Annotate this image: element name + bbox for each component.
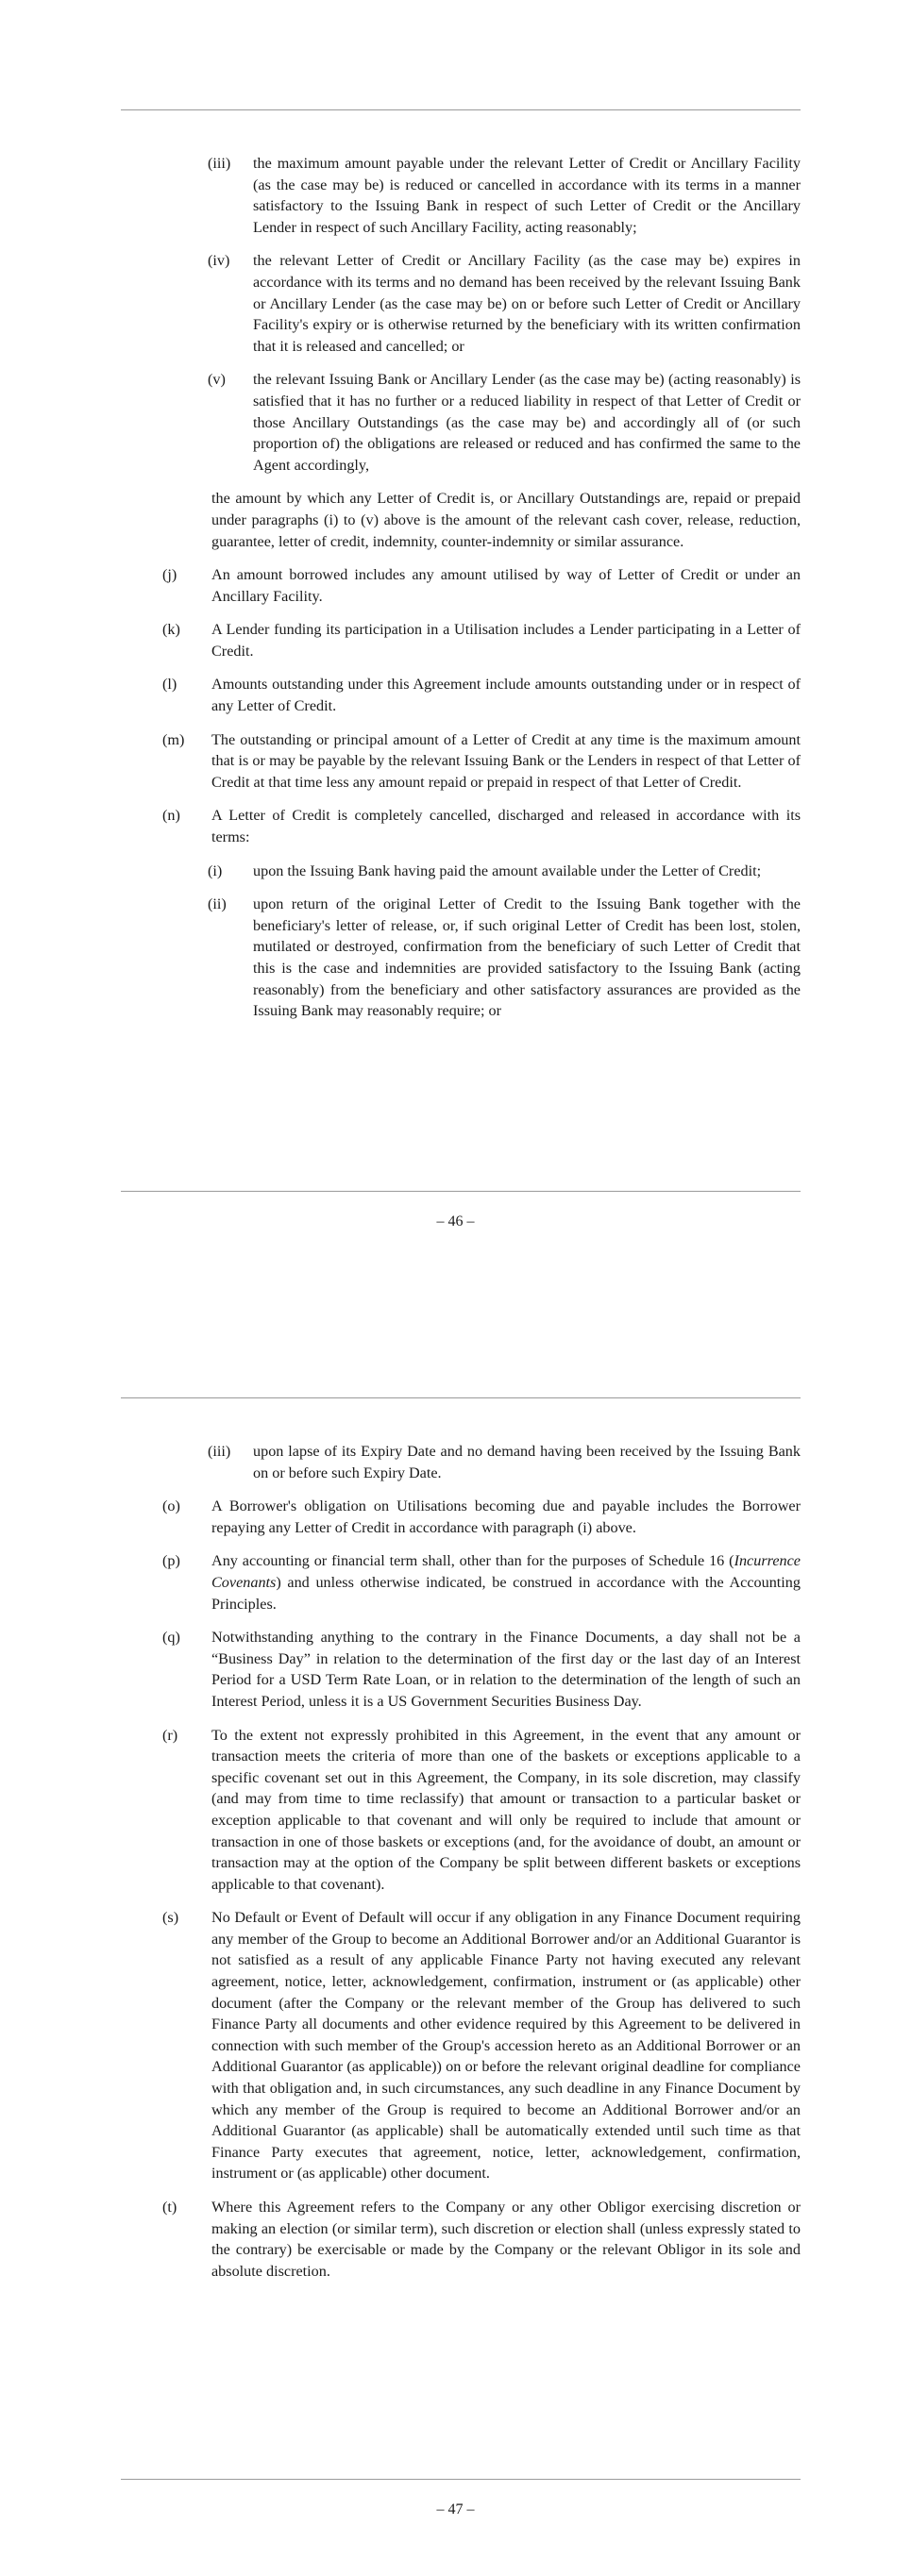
item-number: (iv) [208,252,230,270]
list-item [0,1627,911,1712]
item-number: (iii) [208,1443,231,1460]
footer-rule [121,1191,801,1192]
item-text: Amounts outstanding under this Agreement include amounts outstanding under or in respect of any Letter of Credit. [211,676,801,715]
item-number: (i) [208,861,223,879]
list-item [0,861,911,882]
item-text [211,1550,801,1614]
item-text: An amount borrowed includes any amount utilised by way of Letter of Credit or under an Ancillary Facility. [211,566,801,605]
item-text: Where this Agreement refers to the Company or any other Obligor exercising discretion or making an election (or similar term), such discretion or election shall (unless expressly stated to the contrary) be exercisable or made by the Company or the relevant Obligor in its sole and absolute discretion. [211,2199,801,2280]
page-47-body [0,1441,911,2294]
item-number: (l) [162,676,177,694]
item-number: (s) [162,1909,179,1927]
item-number: (p) [162,1552,180,1570]
item-text: A Letter of Credit is completely cancelled, discharged and released in accordance with its terms: [211,807,801,846]
list-item [0,1907,911,2184]
item-number: (iii) [208,155,231,172]
list-item [0,894,911,1022]
item-number: (v) [208,371,226,389]
item-number: (ii) [208,895,227,913]
list-item [0,369,911,476]
item-text: upon the Issuing Bank having paid the amount available under the Letter of Credit; [253,861,762,879]
footer-rule [121,2479,801,2480]
item-text: To the extent not expressly prohibited in this Agreement, in the event that any amount or transaction meets the criteria of more than one of the baskets or exceptions applicable to a specific covenant set out in this Agreement, the Company, in its sole discretion, may classify (and may from time to time reclassify) that amount or transaction to a particular basket or exception applicable to that covenant and will only be required to include that amount or transaction in one of those baskets or exceptions (and, for the avoidance of doubt, an amount or transaction may at the option of the Company be split between different baskets or exceptions applicable to that covenant). [211,1726,801,1893]
list-item [0,1550,911,1614]
header-rule [121,1397,801,1398]
item-text: No Default or Event of Default will occur if any obligation in any Finance Document requiring any member of the Group to become an Additional Borrower and/or an Additional Guarantor is not satisfied as a result of any applicable Finance Party not having executed any relevant agreement, notice, letter, acknowledgement, confirmation, instrument or (as applicable) other document (after the Company or the relevant member of the Group has delivered to such Finance Party all documents and other evidence required by this Agreement to be delivered in connection with such member of the Group's accession hereto as an Additional Borrower or an Additional Guarantor (as applicable)) on or before the relevant original deadline for compliance with that obligation and, in such circumstances, any such deadline in any Finance Document by which any member of the Group is required to become an Additional Borrower and/or an Additional Guarantor (as applicable) shall be automatically extended until such time as that Finance Party executes that agreement, notice, letter, acknowledgement, confirmation, instrument or (as applicable) other document. [211,1909,801,2183]
item-text: upon lapse of its Expiry Date and no demand having been received by the Issuing Bank on or before such Expiry Date. [253,1443,801,1481]
page-47 [0,1288,911,2576]
list-item [0,1496,911,1538]
list-item [0,564,911,607]
item-number: (r) [162,1726,178,1744]
continuation-paragraph: the amount by which any Letter of Credit is, or Ancillary Outstandings are, repaid or prepaid under paragraphs (i) to (v) above is the amount of the relevant cash cover, release, reduction, guarantee, letter of credit, indemnity, counter-indemnity or similar assurance. [211,490,801,550]
list-item [0,619,911,661]
item-text: the maximum amount payable under the relevant Letter of Credit or Ancillary Facility (as the case may be) is reduced or cancelled in accordance with its terms in a manner satisfactory to the Issuing Bank in respect of such Letter of Credit or the Ancillary Lender in respect of such Ancillary Facility, acting reasonably; [253,155,801,236]
list-item [0,153,911,238]
item-number: (n) [162,807,180,825]
item-number: (q) [162,1629,180,1647]
item-text: upon return of the original Letter of Credit to the Issuing Bank together with the beneficiary's letter of release, or, if such original Letter of Credit has been lost, stolen, mutilated or destroyed, confirmation from the beneficiary of such Letter of Credit that this is the case and indemnities are provided satisfactory to the Issuing Bank (acting reasonably) from the beneficiary and other satisfactory assurances are provided as the Issuing Bank may reasonably require; or [253,895,801,1020]
header-rule [121,109,801,110]
item-text: A Borrower's obligation on Utilisations becoming due and payable includes the Borrower repaying any Letter of Credit in accordance with paragraph (i) above. [211,1497,801,1536]
item-text-part: Any accounting or financial term shall, other than for the purposes of Schedule 16 ( [211,1552,734,1570]
item-text: the relevant Letter of Credit or Ancillary Facility (as the case may be) expires in accordance with its terms and no demand has been received by the relevant Issuing Bank or Ancillary Lender (as the case may be) on or before such Letter of Credit or Ancillary Facility's expiry or is otherwise returned by the beneficiary with its written confirmation that it is released and cancelled; or [253,252,801,355]
list-item [0,1725,911,1896]
page-number: – 46 – [436,1213,475,1229]
item-number: (o) [162,1497,180,1515]
item-number: (j) [162,566,177,584]
list-item [0,2197,911,2282]
item-number: (m) [162,730,185,748]
list-item [0,1441,911,1483]
list-item [0,250,911,357]
item-text-italic: Incurrence Covenants [211,1552,801,1591]
item-number: (t) [162,2199,177,2216]
page-46-body [0,153,911,1034]
list-item [0,729,911,794]
item-text: the relevant Issuing Bank or Ancillary Lender (as the case may be) (acting reasonably) is satisfied that it has no further or a reduced liability in respect of that Letter of Credit or those Ancillary Outstandings (as the case may be) and accordingly all of (or such proportion of) the obligations are released or reduced and has confirmed the same to the Agent accordingly, [253,371,801,474]
page-number: – 47 – [436,2501,475,2517]
item-text-part: ) and unless otherwise indicated, be construed in accordance with the Accounting Principles. [211,1573,801,1613]
item-text: A Lender funding its participation in a Utilisation includes a Lender participating in a Letter of Credit. [211,621,801,660]
list-item [0,674,911,716]
item-text: Notwithstanding anything to the contrary in the Finance Documents, a day shall not be a “Business Day” in relation to the determination of the first day or the last day of an Interest Period for a USD Term Rate Loan, or in relation to the determination of the length of such an Interest Period, unless it is a US Government Securities Business Day. [211,1629,801,1710]
item-number: (k) [162,621,180,639]
list-item [0,805,911,847]
item-text: The outstanding or principal amount of a Letter of Credit at any time is the maximum amount that is or may be payable by the relevant Issuing Bank or the Lenders in respect of that Letter of Credit at that time less any amount repaid or prepaid in respect of that Letter of Credit. [211,730,801,791]
